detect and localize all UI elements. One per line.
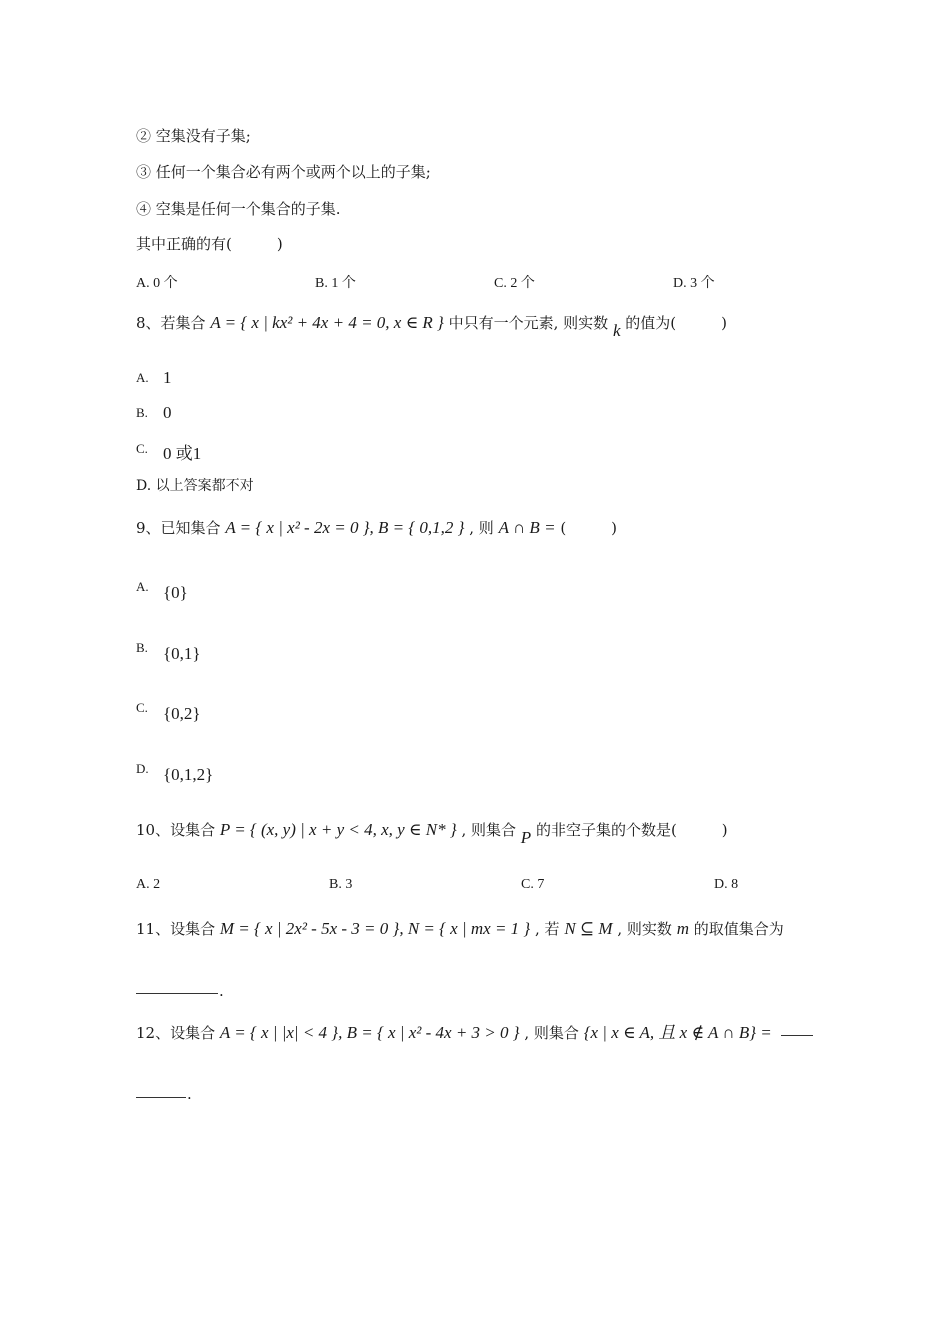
q9-text-2: ( ) xyxy=(560,519,618,537)
q9-text-1: , 则 xyxy=(469,519,494,537)
q11-text-2: , 则实数 xyxy=(617,920,672,938)
q12-answer-blank-part1[interactable] xyxy=(781,1035,813,1036)
q11-text-3: 的取值集合为 xyxy=(693,920,784,938)
q10-number: 10、设集合 xyxy=(136,821,216,839)
q9-option-a-value: {0} xyxy=(163,583,188,602)
q10-var-p: P xyxy=(520,828,532,847)
q7-option-d: D. 3 个 xyxy=(673,276,715,291)
q8-text-2: 的值为( ) xyxy=(625,314,728,332)
q9-option-c-value: {0,2} xyxy=(163,704,201,723)
q9-option-b-value: {0,1} xyxy=(163,644,201,663)
q8-text-1: 中只有一个元素, 则实数 xyxy=(448,314,609,332)
q11-var-m: m xyxy=(676,919,689,938)
question-9 xyxy=(136,518,617,538)
q8-option-c-label: C. xyxy=(136,441,148,456)
question-12 xyxy=(136,1023,772,1043)
q8-option-a-value: 1 xyxy=(163,368,172,387)
q7-option-b: B. 1 个 xyxy=(315,276,356,291)
q8-option-a-label: A. xyxy=(136,370,149,385)
q9-option-c-label: C. xyxy=(136,700,148,715)
q8-option-d-value: 以上答案都不对 xyxy=(155,478,254,494)
q12-text-1: , 则集合 xyxy=(524,1024,579,1042)
q8-option-b-label: B. xyxy=(136,405,148,420)
statement-2: ② 空集没有子集; xyxy=(136,127,251,145)
q9-set-b: , B = { 0,1,2 } xyxy=(369,518,465,537)
q8-option-d xyxy=(136,476,254,496)
q9-number: 9、已知集合 xyxy=(136,519,221,537)
q10-text-1: , 则集合 xyxy=(461,821,516,839)
q11-period: . xyxy=(219,982,224,1000)
q9-set-a: A = { x | x² - 2x = 0 } xyxy=(225,518,370,537)
q12-set-a: A = { x | |x| < 4 } xyxy=(219,1023,339,1042)
statement-4: ④ 空集是任何一个集合的子集. xyxy=(136,200,341,218)
q10-option-c: C. 7 xyxy=(521,877,545,892)
q10-option-d: D. 8 xyxy=(714,877,739,892)
q12-period: . xyxy=(187,1085,192,1103)
q9-option-d-value: {0,1,2} xyxy=(163,765,214,784)
q12-answer-blank-part2[interactable] xyxy=(136,1097,186,1098)
q8-option-d-label: D. xyxy=(136,478,152,494)
q9-option-d-label: D. xyxy=(136,761,149,776)
q9-option-a-label: A. xyxy=(136,579,149,594)
q8-option-b-value: 0 xyxy=(163,403,172,422)
q8-var-k: k xyxy=(612,321,621,340)
q10-set: P = { (x, y) | x + y < 4, x, y ∈ N* } xyxy=(219,820,457,839)
q11-set-n: , N = { x | mx = 1 } xyxy=(399,919,531,938)
question-7-prompt: 其中正确的有( ) xyxy=(136,235,283,253)
q11-set-m: M = { x | 2x² - 5x - 3 = 0 } xyxy=(219,919,400,938)
q11-answer-blank[interactable] xyxy=(136,993,218,994)
q11-relation: N ⊆ M xyxy=(564,919,613,938)
question-8 xyxy=(136,313,728,340)
question-10 xyxy=(136,820,728,847)
q12-set-b: , B = { x | x² - 4x + 3 > 0 } xyxy=(338,1023,520,1042)
q11-number: 11、设集合 xyxy=(136,920,216,938)
q9-option-b-label: B. xyxy=(136,640,148,655)
q10-text-2: 的非空子集的个数是( ) xyxy=(535,821,728,839)
q8-option-c-value: 0 或1 xyxy=(163,444,202,463)
q10-option-b: B. 3 xyxy=(329,877,353,892)
q10-option-a: A. 2 xyxy=(136,877,161,892)
q9-expr: A ∩ B = xyxy=(498,518,556,537)
q12-number: 12、设集合 xyxy=(136,1024,216,1042)
q12-expr: {x | x ∈ A, 且 x ∉ A ∩ B} = xyxy=(583,1023,772,1042)
q8-number: 8、若集合 xyxy=(136,314,206,332)
q11-text-1: , 若 xyxy=(535,920,560,938)
q7-option-c: C. 2 个 xyxy=(494,276,535,291)
q8-set: A = { x | kx² + 4x + 4 = 0, x ∈ R } xyxy=(210,313,444,332)
question-11 xyxy=(136,919,784,939)
statement-3: ③ 任何一个集合必有两个或两个以上的子集; xyxy=(136,163,431,181)
q7-option-a: A. 0 个 xyxy=(136,276,178,291)
